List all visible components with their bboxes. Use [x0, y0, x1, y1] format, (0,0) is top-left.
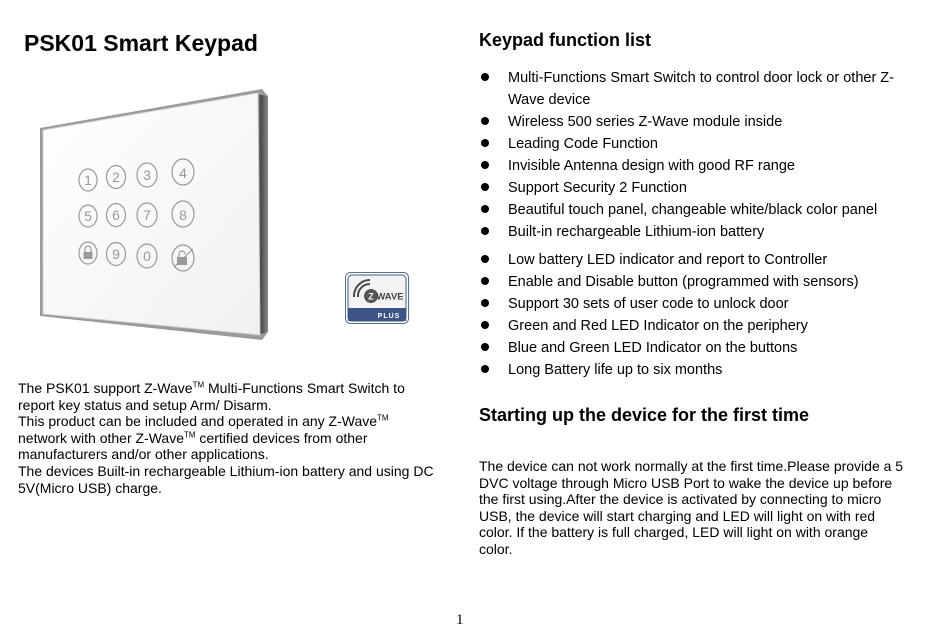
- feature-item: Beautiful touch panel, changeable white/black color panel: [479, 199, 909, 221]
- zwave-logo-plus-text: PLUS: [377, 313, 401, 320]
- page-title: PSK01 Smart Keypad: [24, 30, 258, 56]
- svg-text:6: 6: [112, 207, 120, 223]
- svg-text:7: 7: [143, 207, 151, 223]
- function-list-heading: Keypad function list: [479, 30, 652, 50]
- feature-item: Support 30 sets of user code to unlock door: [479, 293, 909, 315]
- product-description: The PSK01 support Z-Wave™ Multi-Functions Smart Switch to report key status and setup Arm/ Disarm. This product can be included and operated in any Z-Wave™ network with other Z-Wave™ certified devices from other manufacturers and/or other applications. The devices Built-in rechargeable Lithium-ion battery and using DC 5V(Micro USB) charge.: [18, 380, 434, 496]
- svg-text:0: 0: [143, 248, 151, 264]
- page-number: 1: [456, 612, 464, 628]
- svg-text:3: 3: [143, 167, 151, 183]
- keypad-device-image: [36, 86, 276, 346]
- svg-text:9: 9: [112, 246, 120, 262]
- svg-text:5: 5: [84, 208, 92, 224]
- feature-item: Leading Code Function: [479, 133, 909, 155]
- feature-item: Long Battery life up to six months: [479, 359, 909, 381]
- feature-item: Enable and Disable button (programmed with sensors): [479, 271, 909, 293]
- svg-text:4: 4: [179, 165, 187, 181]
- svg-text:2: 2: [112, 169, 120, 185]
- feature-item: Built-in rechargeable Lithium-ion battery: [479, 221, 909, 243]
- feature-list: [479, 67, 909, 381]
- feature-item: Multi-Functions Smart Switch to control door lock or other Z-Wave device: [479, 67, 909, 111]
- feature-item: Wireless 500 series Z-Wave module inside: [479, 111, 909, 133]
- feature-item: Blue and Green LED Indicator on the buttons: [479, 337, 909, 359]
- zwave-logo-wave-text: WAVE: [376, 291, 404, 303]
- feature-item: Low battery LED indicator and report to Controller: [479, 249, 909, 271]
- svg-text:8: 8: [179, 207, 187, 223]
- startup-text: The device can not work normally at the first time.Please provide a 5 DVC voltage through Micro USB Port to wake the device up before the first using.After the device is activated by connecting to micro USB, the device will start charging and LED will light on with red color. If the battery is full charged, LED will light on with orange color.: [479, 458, 904, 557]
- startup-heading: Starting up the device for the first time: [479, 405, 810, 425]
- feature-item: Green and Red LED Indicator on the periphery: [479, 315, 909, 337]
- zwave-logo-icon: [345, 272, 409, 324]
- svg-text:Z: Z: [368, 291, 374, 302]
- feature-item: Invisible Antenna design with good RF range: [479, 155, 909, 177]
- svg-text:1: 1: [84, 172, 92, 188]
- feature-item: Support Security 2 Function: [479, 177, 909, 199]
